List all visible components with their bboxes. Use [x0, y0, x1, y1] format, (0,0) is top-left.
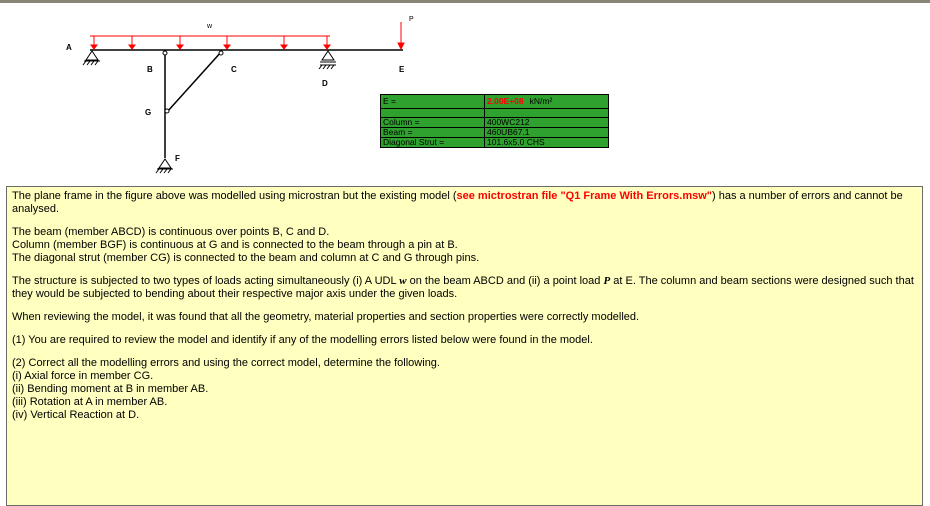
support-a [83, 51, 100, 65]
beam-description: The beam (member ABCD) is continuous over points B, C and D. [12, 226, 330, 238]
strut-description: The diagonal strut (member CG) is connected to the beam and column at C and G through pins. [12, 252, 480, 264]
problem-description [6, 186, 923, 506]
strut-label: Diagonal Strut = [381, 138, 485, 147]
label-c: C [231, 65, 237, 74]
column-value: 400WC212 [487, 118, 530, 127]
support-f [156, 159, 173, 173]
task-2: (2) Correct all the modelling errors and using the correct model, determine the following. [12, 357, 440, 369]
pin-g [165, 109, 169, 113]
udl-arrows [91, 36, 330, 49]
properties-row-column [381, 118, 608, 128]
review-note: When reviewing the model, it was found that all the geometry, material properties and section properties were correctly modelled. [12, 311, 640, 323]
pin-b [163, 51, 167, 55]
properties-row-beam [381, 128, 608, 138]
properties-row-blank [381, 109, 608, 118]
strut-cg [167, 51, 222, 112]
task-item: (i) Axial force in member CG. [12, 370, 154, 382]
task-1: (1) You are required to review the model and identify if any of the modelling errors listed below were found in the model. [12, 334, 593, 346]
point-load-arrow [398, 22, 404, 49]
task-item: (iii) Rotation at A in member AB. [12, 396, 168, 408]
pin-c [219, 51, 223, 55]
task-item: (ii) Bending moment at B in member AB. [12, 383, 209, 395]
loads-description: The structure is subjected to two types of loads acting simultaneously (i) A UDL w on the beam ABCD and (ii) a point load P at E. The column and beam sections were designed such that they would be subjected to bending about their respective major axis under the given loads. [12, 275, 914, 300]
task-item: (iv) Vertical Reaction at D. [12, 409, 140, 421]
strut-value: 101.6x5.0 CHS [487, 138, 545, 147]
column-label: Column = [381, 118, 485, 127]
msw-file-reference: see mictrostran file "Q1 Frame With Errors.msw" [456, 190, 712, 202]
beam-value: 460UB67.1 [487, 128, 530, 137]
properties-row-strut [381, 138, 608, 147]
label-g: G [145, 108, 152, 117]
point-load-symbol: P [603, 275, 611, 287]
label-e: E [399, 65, 405, 74]
label-w: w [207, 23, 213, 30]
properties-row-e [381, 95, 608, 109]
udl-symbol: w [399, 275, 407, 287]
beam-label: Beam = [381, 128, 485, 137]
frame-figure [0, 0, 930, 186]
support-d [319, 51, 336, 69]
label-a: A [66, 43, 72, 52]
column-description: Column (member BGF) is continuous at G and is connected to the beam through a pin at B. [12, 239, 458, 251]
e-unit: kN/m² [529, 96, 553, 106]
label-f: F [175, 154, 180, 163]
e-label: E = [381, 95, 485, 108]
label-p: P [409, 16, 414, 23]
label-b: B [147, 65, 153, 74]
label-d: D [322, 79, 328, 88]
properties-table [380, 94, 609, 148]
e-cell [485, 95, 608, 108]
e-value: 2.00E+08 [487, 96, 524, 106]
paragraph-1: The plane frame in the figure above was modelled using microstran but the existing model (see mictrostran file "Q1 Frame With Errors.msw") has a number of errors and cannot be analysed. [12, 190, 903, 215]
